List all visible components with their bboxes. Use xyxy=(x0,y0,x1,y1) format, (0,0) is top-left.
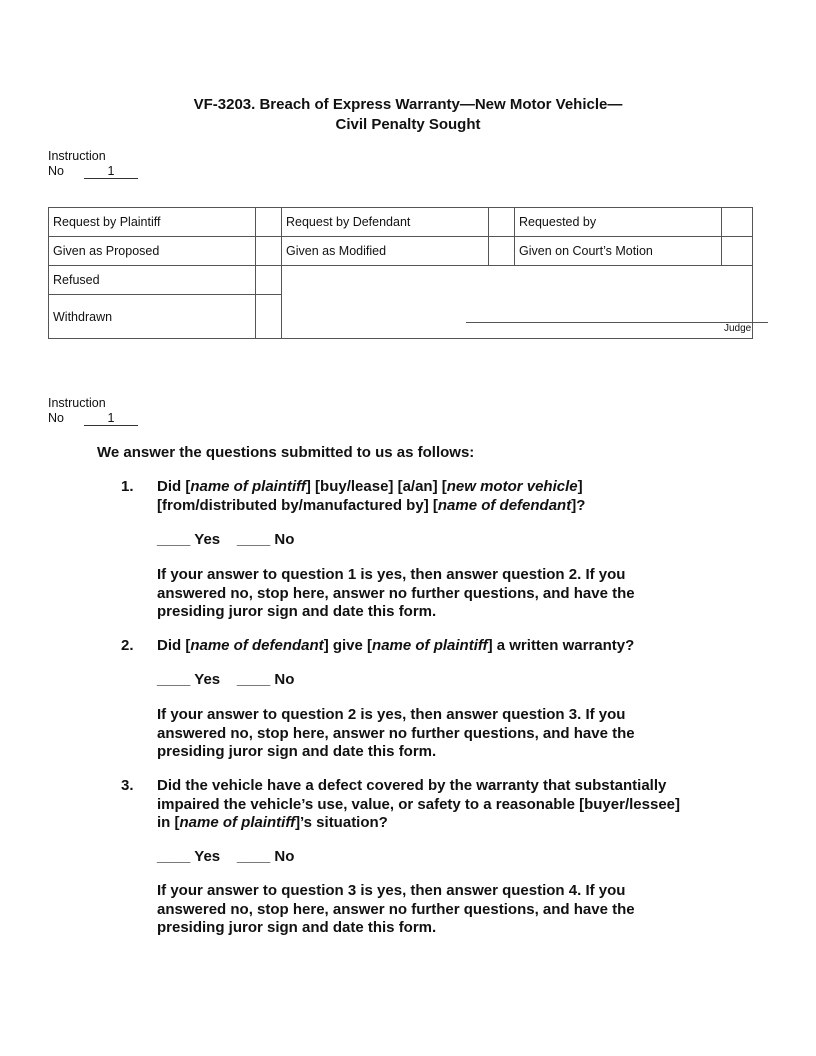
no-label: No xyxy=(48,410,64,425)
instruction-label: Instruction xyxy=(48,149,106,163)
question-3-answer[interactable]: ____ Yes ____ No xyxy=(157,848,295,865)
no-option[interactable]: No xyxy=(274,531,295,548)
judge-signature-area[interactable] xyxy=(282,266,753,339)
no-label: No xyxy=(48,163,64,178)
question-1-text: Did [name of plaintiff] [buy/lease] [a/an] [new motor vehicle] [from/distributed by/manufactured by] [name of defendant]? xyxy=(157,478,586,514)
yes-option[interactable]: Yes xyxy=(194,848,221,865)
question-1-answer[interactable]: ____ Yes ____ No xyxy=(157,531,295,548)
question-1-instruction: If your answer to question 1 is yes, then answer question 2. If you answered no, stop here, answer no further questions, and have the presiding juror sign and date this form. xyxy=(157,566,635,620)
instruction-number-bottom xyxy=(48,396,138,426)
given-as-modified-label: Given as Modified xyxy=(282,237,489,266)
judge-label: Judge xyxy=(724,323,752,334)
given-as-proposed-box[interactable] xyxy=(256,237,282,266)
request-by-plaintiff-box[interactable] xyxy=(256,208,282,237)
question-3-number: 3. xyxy=(121,777,134,794)
title-line-1: VF-3203. Breach of Express Warranty—New Motor Vehicle— xyxy=(193,96,623,113)
given-on-courts-motion-label: Given on Court’s Motion xyxy=(515,237,722,266)
instruction-number-top xyxy=(48,149,138,179)
requested-by-label: Requested by xyxy=(515,208,722,237)
request-by-plaintiff-label: Request by Plaintiff xyxy=(49,208,256,237)
instruction-status-table xyxy=(48,207,753,339)
question-2-instruction: If your answer to question 2 is yes, then answer question 3. If you answered no, stop here, answer no further questions, and have the presiding juror sign and date this form. xyxy=(157,706,635,760)
yes-option[interactable]: Yes xyxy=(194,531,221,548)
instruction-label: Instruction xyxy=(48,396,106,410)
no-option[interactable]: No xyxy=(274,848,295,865)
given-on-courts-motion-box[interactable] xyxy=(722,237,753,266)
question-2-answer[interactable]: ____ Yes ____ No xyxy=(157,671,295,688)
question-2-number: 2. xyxy=(121,637,134,654)
withdrawn-box[interactable] xyxy=(256,295,282,339)
no-option[interactable]: No xyxy=(274,671,295,688)
question-1-number: 1. xyxy=(121,478,134,495)
title-line-2: Civil Penalty Sought xyxy=(335,116,481,133)
question-2-text: Did [name of defendant] give [name of plaintiff] a written warranty? xyxy=(157,637,635,654)
given-as-proposed-label: Given as Proposed xyxy=(49,237,256,266)
given-as-modified-box[interactable] xyxy=(489,237,515,266)
request-by-defendant-box[interactable] xyxy=(489,208,515,237)
instruction-no-value: 1 xyxy=(84,164,138,180)
request-by-defendant-label: Request by Defendant xyxy=(282,208,489,237)
refused-box[interactable] xyxy=(256,266,282,295)
question-3-text: Did the vehicle have a defect covered by the warranty that substantially impaired the vehicle’s use, value, or safety to a reasonable [buyer/lessee] in [name of plaintiff]’s situation? xyxy=(157,777,681,831)
instruction-no-value: 1 xyxy=(84,411,138,427)
withdrawn-label: Withdrawn xyxy=(49,295,256,339)
requested-by-box[interactable] xyxy=(722,208,753,237)
question-3-instruction: If your answer to question 3 is yes, then answer question 4. If you answered no, stop here, answer no further questions, and have the presiding juror sign and date this form. xyxy=(157,882,635,936)
refused-label: Refused xyxy=(49,266,256,295)
yes-option[interactable]: Yes xyxy=(194,671,221,688)
intro-text: We answer the questions submitted to us as follows: xyxy=(97,444,475,461)
judge-signature-line xyxy=(466,322,768,323)
